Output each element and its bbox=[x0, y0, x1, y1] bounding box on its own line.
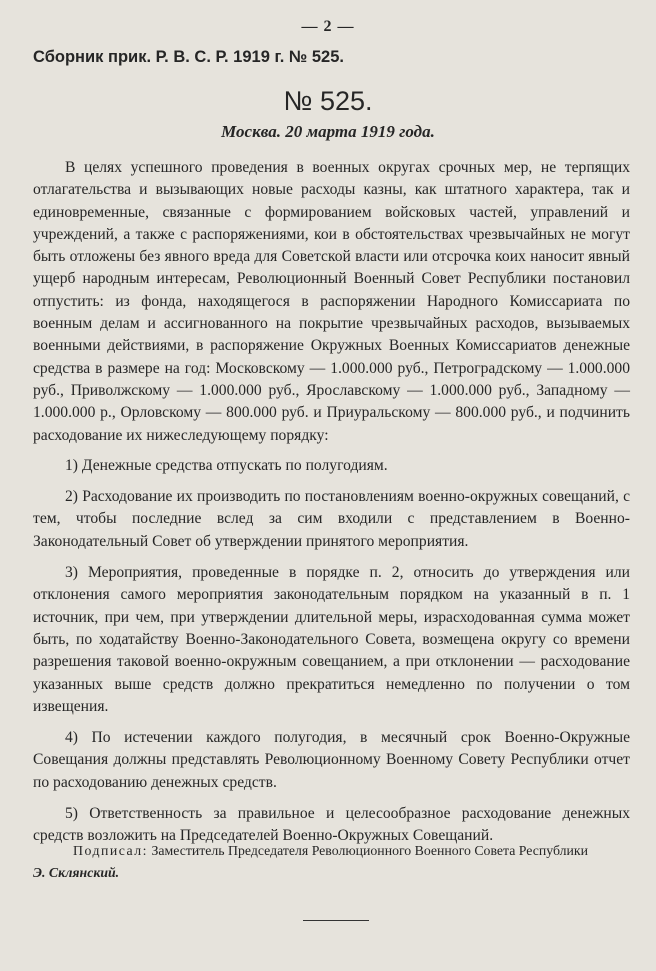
signature-label: Подписал: bbox=[73, 843, 149, 858]
intro-paragraph: В целях успешного проведения в военных округах срочных мер, не терпящих отлагательства и вызывающих новые расходы казны, как штатного характера, так и единовременные, связанные с формированием войсковых частей, управлений и учреждений, а также с распоряжениями, кои в обстоятельствах чрезвычайных не могут быть отложены без явного вреда для Советской власти или отсрочка коих наносит явный ущерб народным интересам, Революционный Военный Совет Республики постановил отпустить: из фонда, находящегося в распоряжении Народного Комиссариата по военным делам и ассигнованного на покрытие чрезвычайных расходов, вызываемых военными действиями, в распоряжение Окружных Военных Комиссариатов денежные средства в размере на год: Московскому — 1.000.000 руб., Петроградскому — 1.000.000 руб., Приволжскому — 1.000.000 руб., Ярославскому — 1.000.000 руб., Западному — 1.000.000 р., Орловскому — 800.000 руб. и Приуральскому — 800.000 руб., и подчинить расходование их нижеследующему порядку: bbox=[33, 159, 630, 444]
signature-line bbox=[33, 840, 633, 862]
signatory-title: Заместитель Председателя Революционного Военного Совета Республики bbox=[151, 843, 588, 858]
item-4: 4) По истечении каждого полугодия, в месячный срок Военно-Окружные Совещания должны представлять Революционному Военному Совету Республики отчет по расходованию денежных средств. bbox=[33, 729, 630, 791]
running-head: Сборник прик. Р. В. С. Р. 1919 г. № 525. bbox=[33, 48, 344, 66]
signature-block bbox=[33, 840, 633, 884]
dateline: Москва. 20 марта 1919 года. bbox=[221, 122, 435, 141]
closing-rule bbox=[303, 920, 369, 921]
signatory-name: Э. Склянский. bbox=[33, 865, 120, 880]
page-number: — 2 — bbox=[301, 18, 355, 35]
item-2: 2) Расходование их производить по постановлениям военно-окружных совещаний, с тем, чтобы последние вслед за сим входили с представлением в Военно-Законодательный Совет об утверждении принятого мероприятия. bbox=[33, 488, 630, 550]
item-3: 3) Мероприятия, проведенные в порядке п. 2, относить до утверждения или отклонения самого мероприятия законодательным порядком на указанный в п. 1 источник, при чем, при утверждении длительной меры, израсходованная сумма может быть, по ходатайству Военно-Законодательного Совета, возмещена округу со времени разрешения таковой военно-окружным совещанием, а при отклонении — расходование указанных выше средств должно прекратиться немедленно по получении о том извещения. bbox=[33, 564, 630, 715]
item-5: 5) Ответственность за правильное и целесообразное расходование денежных средств возложить на Председателей Военно-Окружных Совещаний. bbox=[33, 805, 630, 845]
order-number: № 525. bbox=[283, 86, 373, 116]
order-body bbox=[33, 157, 630, 857]
item-1: 1) Денежные средства отпускать по полугодиям. bbox=[65, 456, 388, 474]
